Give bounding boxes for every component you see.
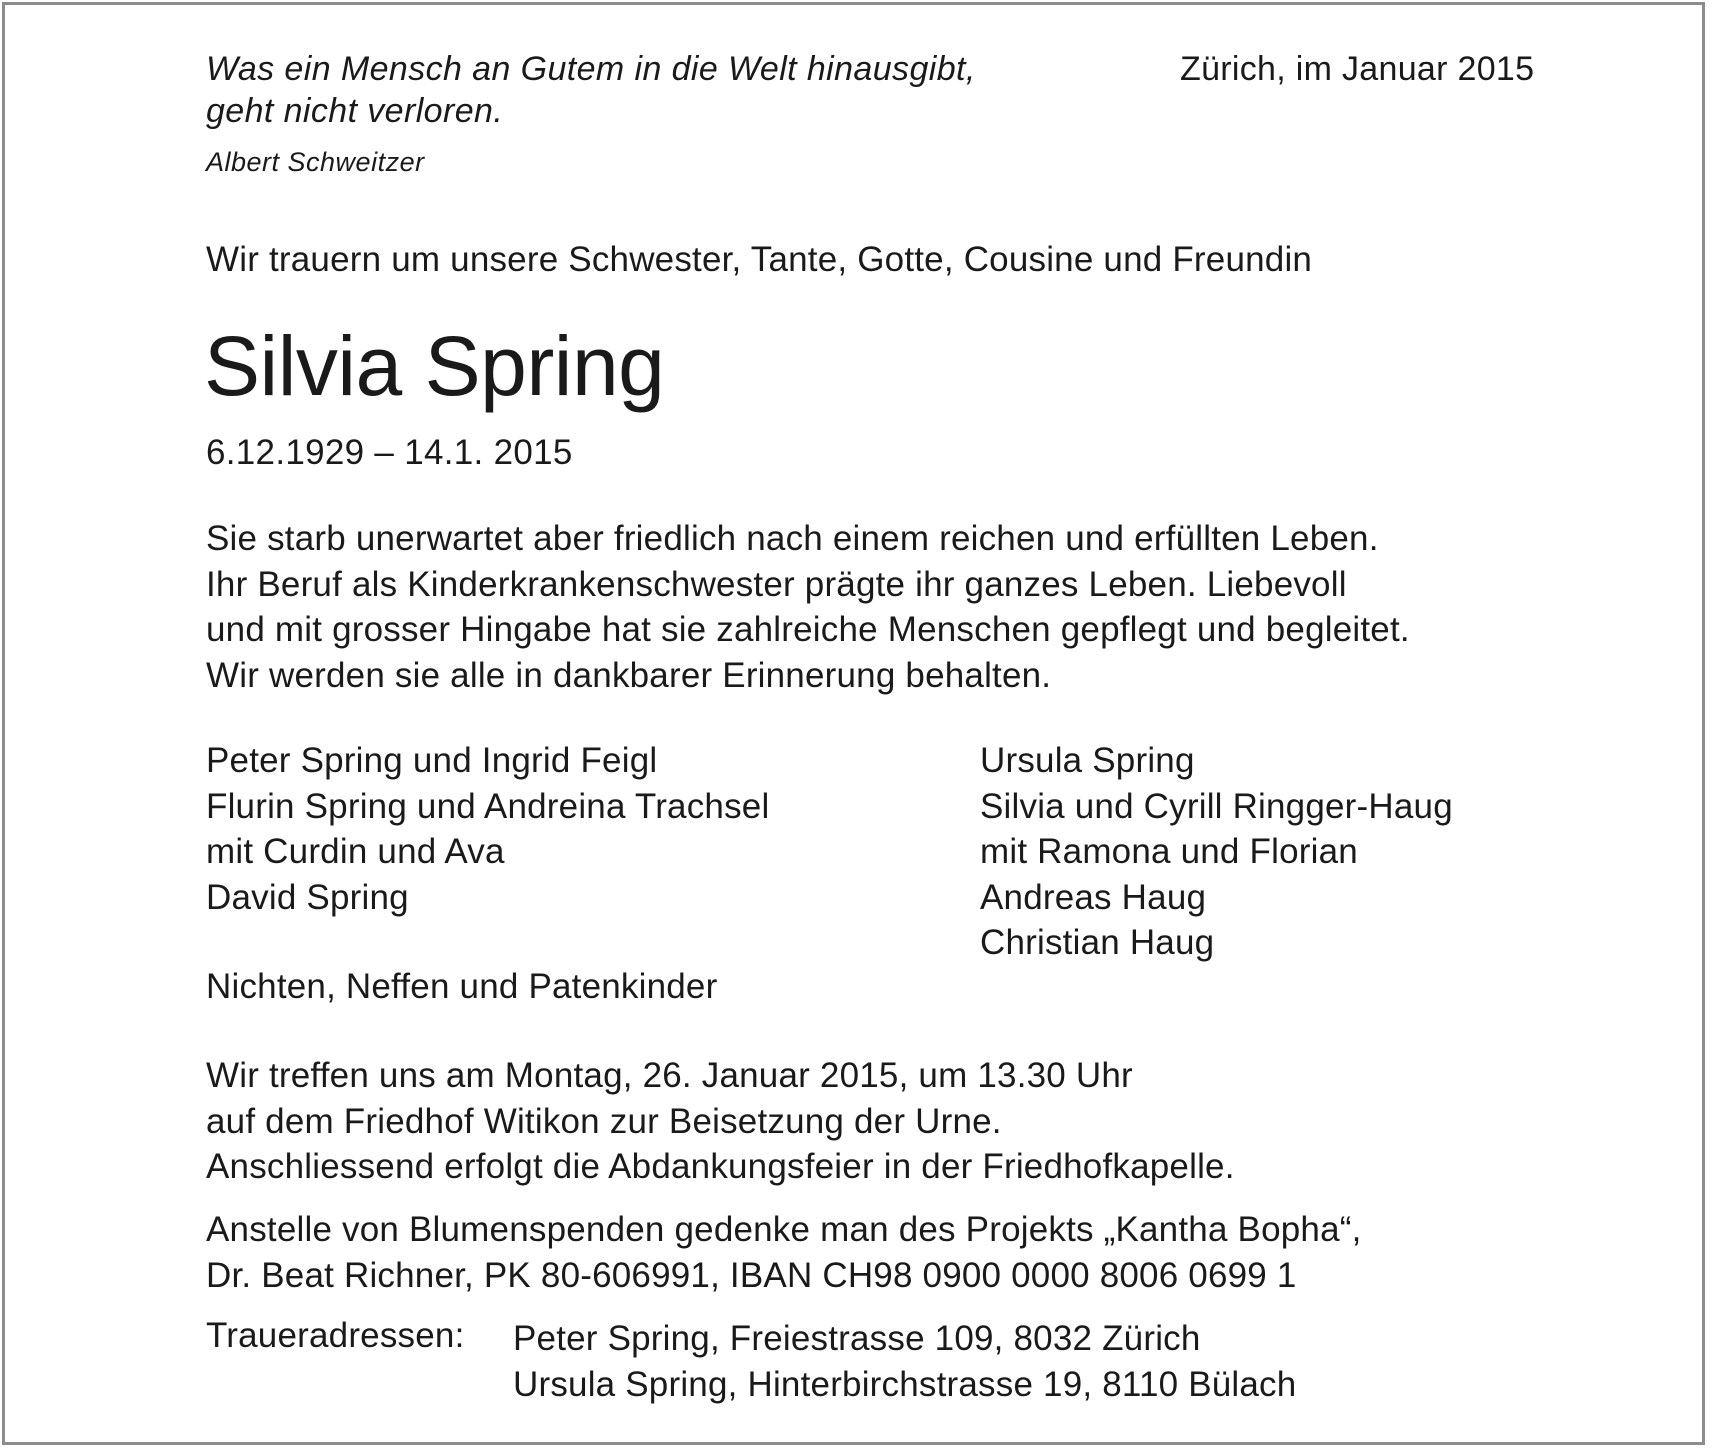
service-line: Wir treffen uns am Montag, 26. Januar 2015, um 13.30 Uhr [206, 1056, 1133, 1095]
addresses-list [513, 1316, 1296, 1407]
addresses-label: Traueradressen: [206, 1316, 465, 1355]
donation-line: Dr. Beat Richner, PK 80-606991, IBAN CH98 0900 0000 8006 0699 1 [206, 1255, 1297, 1295]
mourner-line: Peter Spring und Ingrid Feigl [206, 741, 658, 780]
life-dates: 6.12.1929 – 14.1. 2015 [206, 433, 573, 472]
relatives-line: Nichten, Neffen und Patenkinder [206, 967, 718, 1006]
mourner-line: Flurin Spring und Andreina Trachsel [206, 786, 770, 826]
address-line: Peter Spring, Freiestrasse 109, 8032 Zürich [513, 1319, 1201, 1358]
paragraph-line: Sie starb unerwartet aber friedlich nach einem reichen und erfüllten Leben. [206, 519, 1379, 558]
paragraph-line: und mit grosser Hingabe hat sie zahlreiche Menschen gepflegt und begleitet. [206, 610, 1410, 649]
mourners-left-column [206, 738, 769, 920]
mourner-line: Andreas Haug [980, 877, 1207, 917]
place-date: Zürich, im Januar 2015 [1180, 50, 1535, 88]
paragraph-line: Ihr Beruf als Kinderkrankenschwester prägte ihr ganzes Leben. Liebevoll [206, 564, 1347, 604]
quote-line: geht nicht verloren. [206, 92, 504, 130]
quote-line: Was ein Mensch an Gutem in die Welt hinausgibt, [206, 50, 976, 88]
mourners-right-column [980, 738, 1453, 966]
mourner-line: Silvia und Cyrill Ringger-Haug [980, 786, 1453, 826]
service-line: auf dem Friedhof Witikon zur Beisetzung der Urne. [206, 1101, 1002, 1141]
paragraph-line: Wir werden sie alle in dankbarer Erinnerung behalten. [206, 655, 1052, 695]
donation-info [206, 1207, 1362, 1298]
intro-text: Wir trauern um unsere Schwester, Tante, Gotte, Cousine und Freundin [206, 240, 1313, 279]
mourner-line: Ursula Spring [980, 741, 1195, 780]
mourner-line: Christian Haug [980, 923, 1215, 962]
mourner-line: David Spring [206, 877, 409, 917]
address-line: Ursula Spring, Hinterbirchstrasse 19, 8110 Bülach [513, 1364, 1297, 1404]
deceased-name: Silvia Spring [204, 319, 665, 413]
quote-author: Albert Schweitzer [206, 147, 425, 177]
service-line: Anschliessend erfolgt die Abdankungsfeier in der Friedhofkapelle. [206, 1147, 1235, 1186]
mourner-line: mit Curdin und Ava [206, 832, 505, 871]
service-info [206, 1053, 1235, 1190]
mourner-line: mit Ramona und Florian [980, 832, 1358, 871]
quote [206, 48, 976, 132]
donation-line: Anstelle von Blumenspenden gedenke man des Projekts „Kantha Bopha“, [206, 1210, 1362, 1249]
tribute-paragraph [206, 516, 1410, 698]
